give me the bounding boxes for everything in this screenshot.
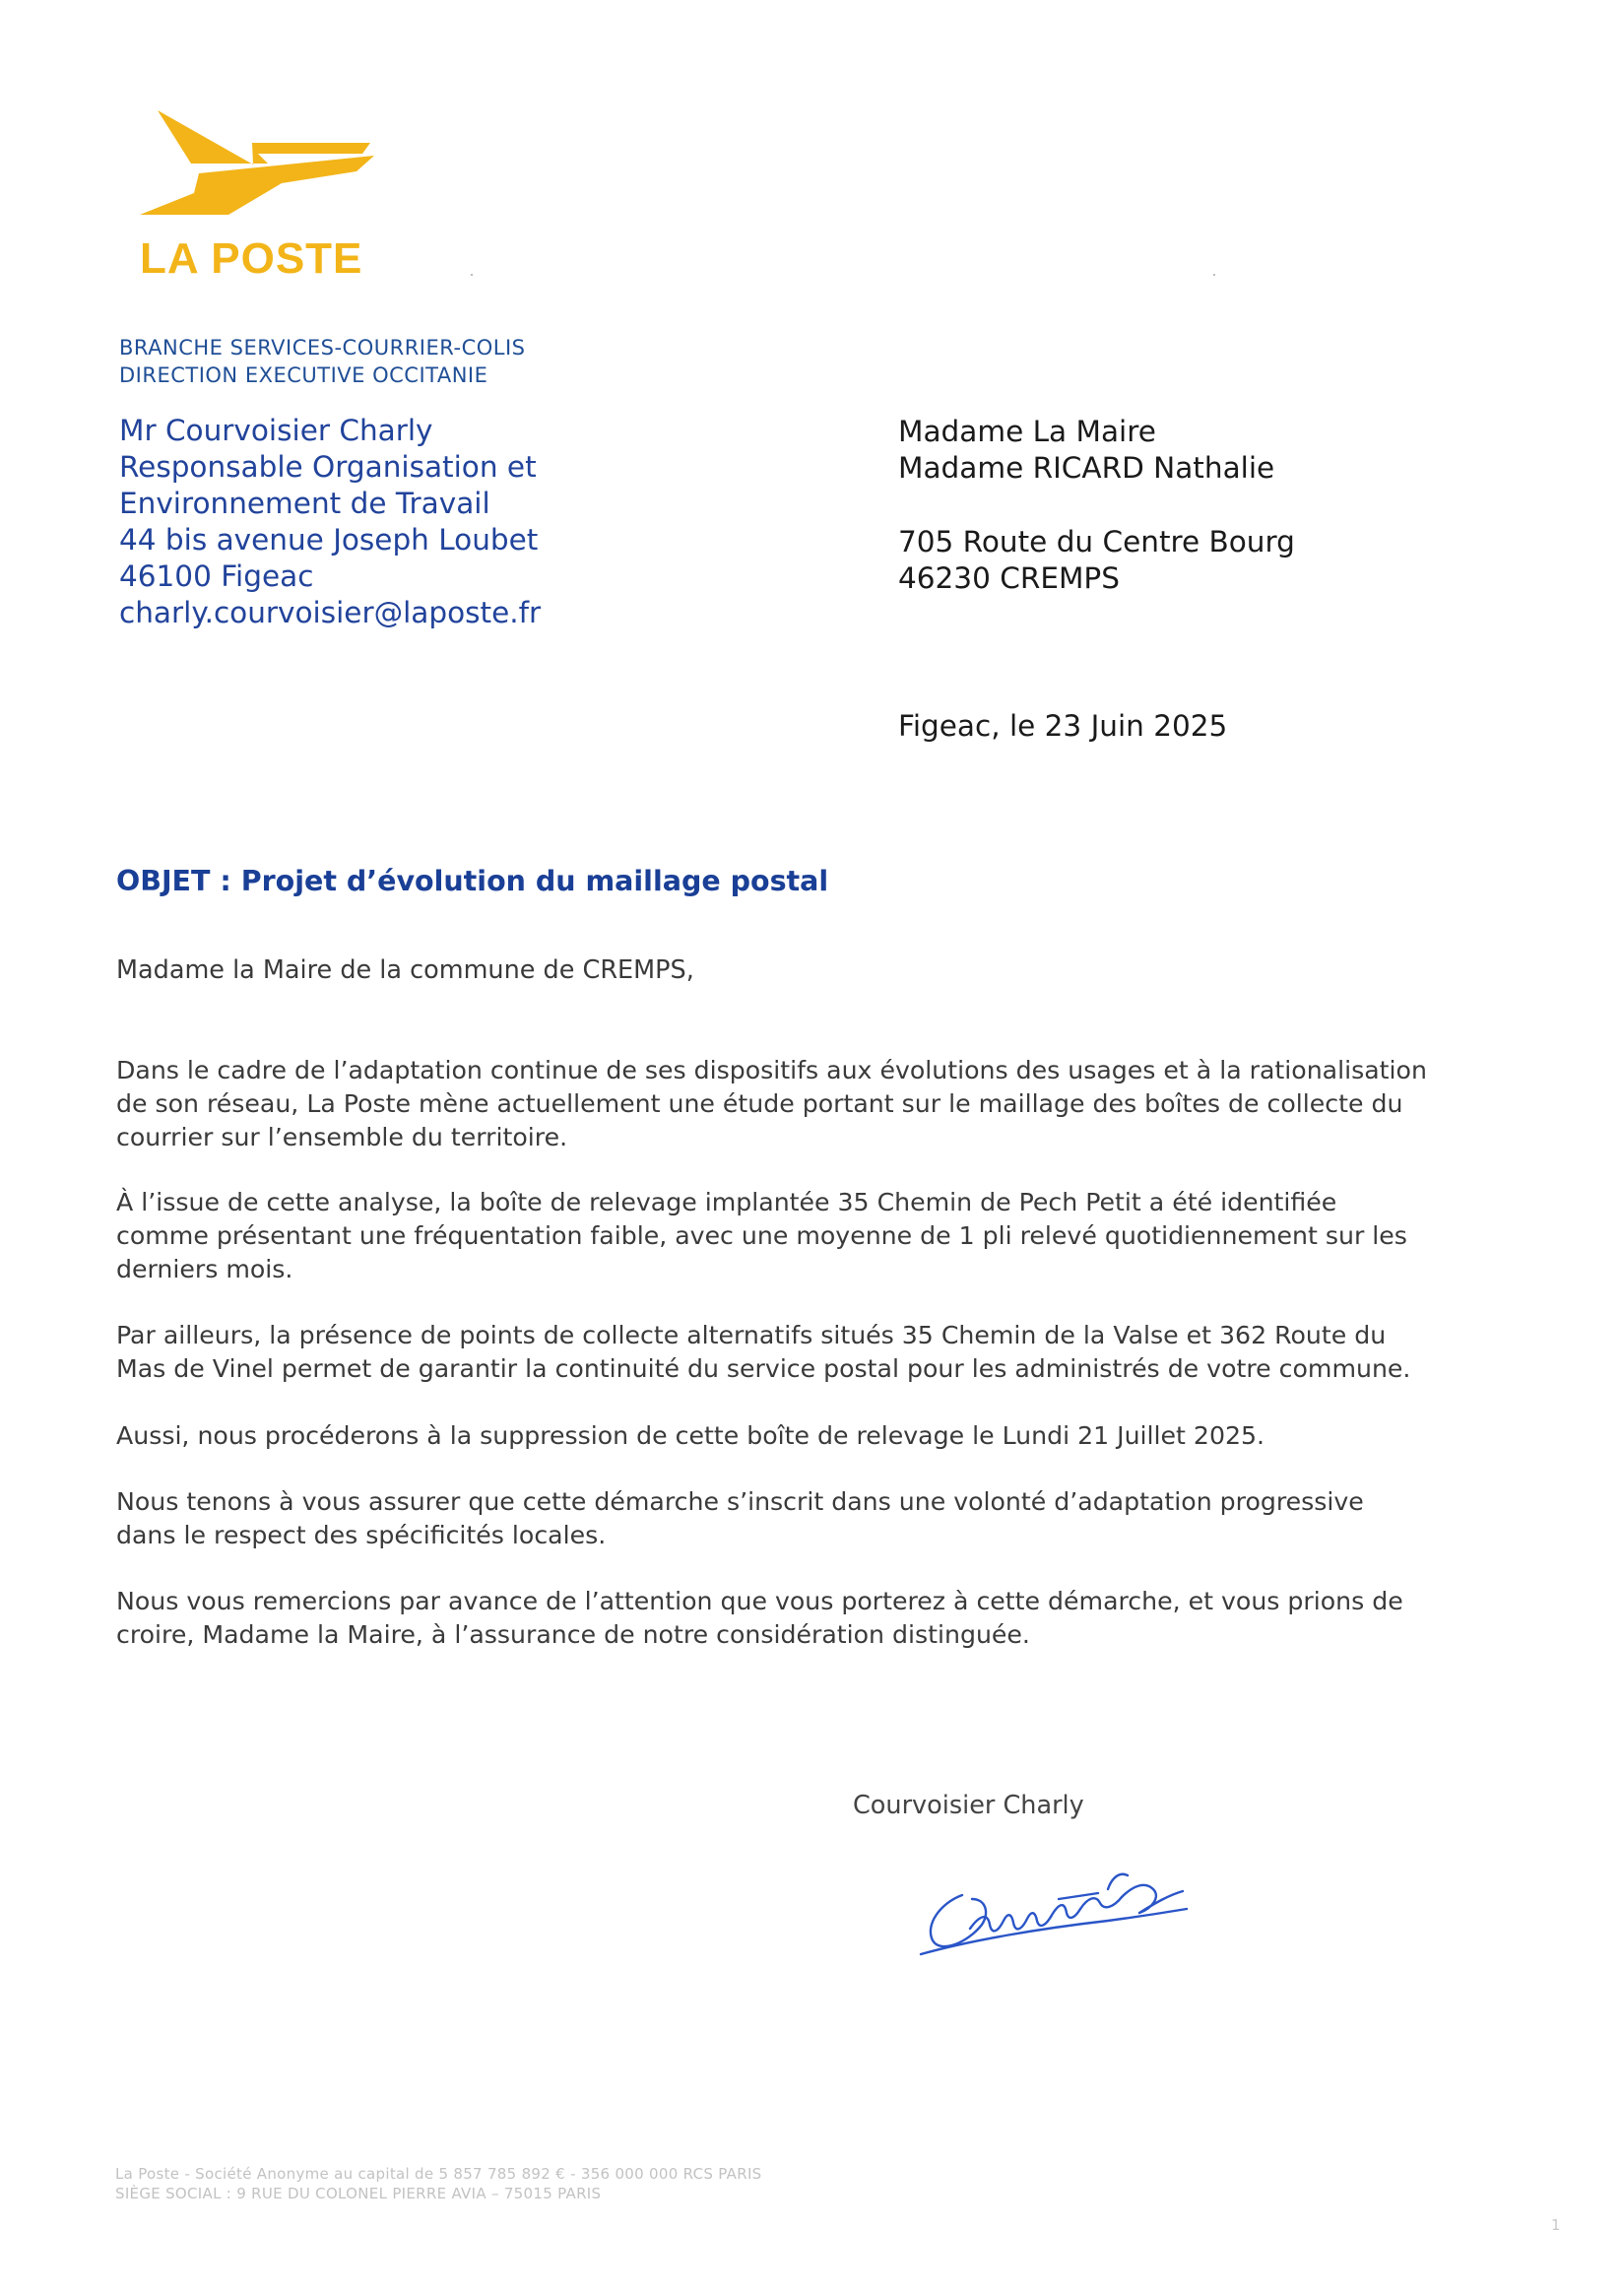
paragraph-3-line: Par ailleurs, la présence de points de collecte alternatifs situés 35 Chemin de la Valse et 362 Route du [116,1321,1387,1349]
recipient-line-1: Madame La Maire [898,415,1156,448]
letter-date: Figeac, le 23 Juin 2025 [898,709,1228,743]
sender-city: 46100 Figeac [119,559,314,593]
page-number: 1 [1551,2216,1561,2234]
la-poste-logo [130,110,386,283]
scan-speck [1213,274,1215,276]
branch-line-2: DIRECTION EXECUTIVE OCCITANIE [119,363,488,387]
signer-name: Courvoisier Charly [853,1791,1084,1820]
paragraph-5-line: Nous tenons à vous assurer que cette démarche s’inscrit dans une volonté d’adaptation progressive [116,1487,1364,1516]
letter-subject [116,865,828,897]
sender-name: Mr Courvoisier Charly [119,414,433,447]
paragraph-2-line: derniers mois. [116,1255,293,1283]
footer-legal-line: La Poste - Société Anonyme au capital de 5 857 785 892 € - 356 000 000 RCS PARIS [115,2165,762,2183]
signature-drawing [911,1830,1197,1968]
paragraph-2-line: comme présentant une fréquentation faible, avec une moyenne de 1 pli relevé quotidiennement sur les [116,1221,1407,1250]
handwritten-signature-icon [911,1830,1197,1968]
sender-title-2: Environnement de Travail [119,487,490,520]
paragraph-5-line: dans le respect des spécificités locales. [116,1521,607,1549]
paragraph-1-line: Dans le cadre de l’adaptation continue de ses dispositifs aux évolutions des usages et à la rationalisation [116,1056,1427,1084]
sender-email: charly.courvoisier@laposte.fr [119,596,542,629]
paragraph-3-line: Mas de Vinel permet de garantir la continuité du service postal pour les administrés de votre commune. [116,1354,1411,1383]
recipient-line-2: Madame RICARD Nathalie [898,451,1275,485]
paragraph-4-line: Aussi, nous procéderons à la suppression de cette boîte de relevage le Lundi 21 Juillet 2025. [116,1421,1265,1450]
footer-address-line: SIÈGE SOCIAL : 9 RUE DU COLONEL PIERRE AVIA – 75015 PARIS [115,2185,602,2202]
scan-speck [471,274,473,276]
paragraph-1-line: courrier sur l’ensemble du territoire. [116,1123,568,1151]
recipient-city: 46230 CREMPS [898,561,1120,595]
sender-street: 44 bis avenue Joseph Loubet [119,523,539,557]
paragraph-1-line: de son réseau, La Poste mène actuellement une étude portant sur le maillage des boîtes de collecte du [116,1089,1403,1118]
paragraph-6-line: Nous vous remercions par avance de l’attention que vous porterez à cette démarche, et vous prions de [116,1587,1403,1615]
greeting: Madame la Maire de la commune de CREMPS, [116,955,694,985]
subject-label: OBJET : [116,865,231,897]
logo-text: LA POSTE [140,234,363,283]
paragraph-2-line: À l’issue de cette analyse, la boîte de relevage implantée 35 Chemin de Pech Petit a été identifiée [116,1188,1337,1216]
recipient-street: 705 Route du Centre Bourg [898,525,1295,558]
logo-wing-bottom [140,156,374,215]
logo-wing-top [158,110,370,164]
subject-text: Projet d’évolution du maillage postal [240,865,829,897]
la-poste-bird-icon [130,110,386,229]
branch-line-1: BRANCHE SERVICES-COURRIER-COLIS [119,336,526,360]
sender-title-1: Responsable Organisation et [119,450,537,484]
paragraph-6-line: croire, Madame la Maire, à l’assurance de notre considération distinguée. [116,1620,1030,1649]
